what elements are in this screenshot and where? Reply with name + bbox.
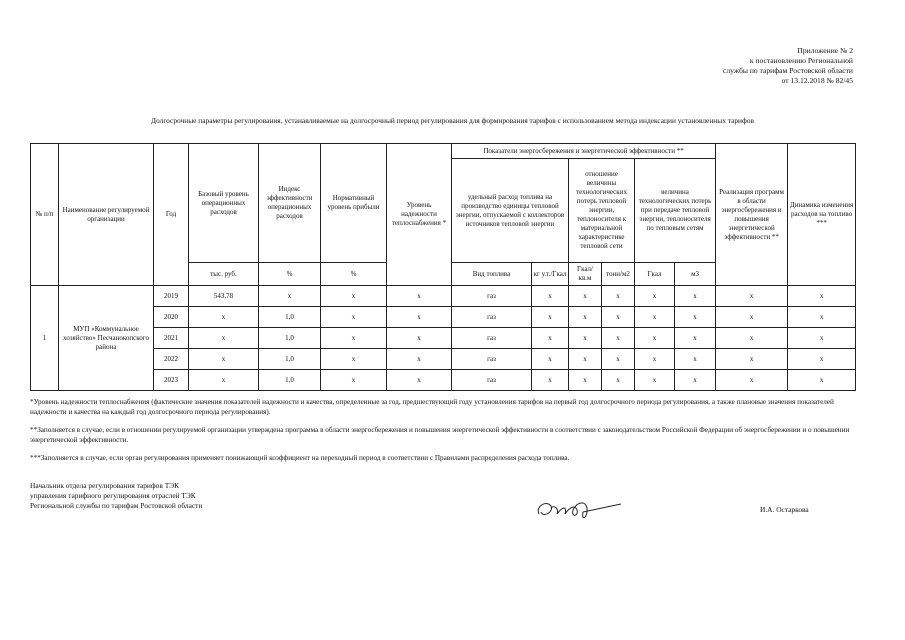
header-reliability: Уровень надежности теплоснабжения * xyxy=(387,144,452,286)
cell-u4: x xyxy=(675,349,716,370)
parameters-table xyxy=(30,143,856,391)
cell-u3: x xyxy=(635,349,675,370)
header-year: Год xyxy=(154,144,189,286)
document-title: Долгосрочные параметры регулирования, устанавливаемые на долгосрочный период регулирования для формирования тарифов с использованием метода индексации установленных тарифов xyxy=(151,116,754,125)
footnotes xyxy=(30,397,860,471)
table-row xyxy=(31,286,856,307)
handwritten-signature xyxy=(533,494,623,524)
cell-programs: x xyxy=(716,349,788,370)
cell-year: 2021 xyxy=(154,328,189,349)
cell-profit: x xyxy=(321,328,387,349)
cell-u3: x xyxy=(635,307,675,328)
header-programs: Реализация программ в области энергосбережения и повышения энергетической эффективности ** xyxy=(716,144,788,286)
signer-name: И.А. Остаркова xyxy=(760,505,809,514)
header-fuel-dynamics: Динамика изменения расходов на топливо *** xyxy=(788,144,856,286)
cell-programs: x xyxy=(716,328,788,349)
unit-fuel-type: Вид топлива xyxy=(452,263,532,286)
signer-line-3: Региональной службы по тарифам Ростовской области xyxy=(30,501,203,510)
cell-dynamics: x xyxy=(788,349,856,370)
cell-year: 2019 xyxy=(154,286,189,307)
cell-base: x xyxy=(189,307,259,328)
table-row xyxy=(31,307,856,328)
cell-rate: x xyxy=(532,349,569,370)
cell-u2: x xyxy=(602,307,635,328)
cell-year: 2022 xyxy=(154,349,189,370)
cell-reliability: x xyxy=(387,370,452,391)
cell-fuel: газ xyxy=(452,307,532,328)
cell-index: 1,0 xyxy=(259,307,321,328)
cell-base: 543,78 xyxy=(189,286,259,307)
unit-ton-m2: тонн/м2 xyxy=(602,263,635,286)
cell-u4: x xyxy=(675,286,716,307)
cell-u2: x xyxy=(602,286,635,307)
cell-year: 2023 xyxy=(154,370,189,391)
header-loss-ratio: отношение величины технологических потерь тепловой энергии, теплоносителя к материальной характеристике тепловой сети xyxy=(569,159,635,263)
cell-profit: x xyxy=(321,370,387,391)
cell-u4: x xyxy=(675,370,716,391)
unit-index: % xyxy=(259,263,321,286)
signer-line-2: управления тарифного регулирования отраслей ТЭК xyxy=(30,491,196,500)
unit-gcal-sqm: Гкал/ кв.м xyxy=(569,263,602,286)
cell-fuel: газ xyxy=(452,370,532,391)
header-org: Наименование регулируемой организации xyxy=(59,144,154,286)
cell-u4: x xyxy=(675,328,716,349)
header-base: Базовый уровень операционных расходов xyxy=(189,144,259,263)
cell-index: 1,0 xyxy=(259,370,321,391)
appendix-line-3: службы по тарифам Ростовской области xyxy=(722,66,853,75)
cell-u2: x xyxy=(602,328,635,349)
cell-programs: x xyxy=(716,370,788,391)
cell-profit: x xyxy=(321,286,387,307)
cell-base: x xyxy=(189,370,259,391)
cell-fuel: газ xyxy=(452,286,532,307)
cell-u2: x xyxy=(602,349,635,370)
header-index: Индекс эффективности операционных расходов xyxy=(259,144,321,263)
signer-block xyxy=(30,481,202,511)
cell-dynamics: x xyxy=(788,307,856,328)
appendix-block xyxy=(723,46,853,86)
header-specific-fuel: удельный расход топлива на производство единицы тепловой энергии, отпускаемой с коллекторов источников тепловой энергии xyxy=(452,159,569,263)
cell-year: 2020 xyxy=(154,307,189,328)
cell-index: 1,0 xyxy=(259,328,321,349)
org-name: МУП «Коммунальное хозяйство» Песчанокопского района xyxy=(59,286,154,391)
unit-profit: % xyxy=(321,263,387,286)
cell-dynamics: x xyxy=(788,328,856,349)
cell-base: x xyxy=(189,328,259,349)
cell-u1: x xyxy=(569,286,602,307)
unit-gcal: Гкал xyxy=(635,263,675,286)
header-loss-value: величина технологических потерь при передаче тепловой энергии, теплоносителя по тепловым сетям xyxy=(635,159,716,263)
cell-rate: x xyxy=(532,286,569,307)
cell-rate: x xyxy=(532,370,569,391)
footnote-2: **Заполняется в случае, если в отношении регулируемой организации утверждена программа в области энергосбережения и повышения энергетической эффективности в соответствии с законодательством Российской Федерации об энергосбережении и о повышении энергетической эффективности. xyxy=(30,426,850,444)
cell-u4: x xyxy=(675,307,716,328)
cell-u3: x xyxy=(635,328,675,349)
cell-base: x xyxy=(189,349,259,370)
cell-programs: x xyxy=(716,307,788,328)
cell-u1: x xyxy=(569,370,602,391)
appendix-line-1: Приложение № 2 xyxy=(797,46,853,55)
cell-reliability: x xyxy=(387,307,452,328)
appendix-line-2: к постановлению Региональной xyxy=(749,56,853,65)
cell-reliability: x xyxy=(387,328,452,349)
appendix-line-4: от 13.12.2018 № 82/45 xyxy=(781,76,853,85)
cell-fuel: газ xyxy=(452,328,532,349)
cell-index: x xyxy=(259,286,321,307)
cell-rate: x xyxy=(532,328,569,349)
cell-reliability: x xyxy=(387,349,452,370)
cell-index: 1,0 xyxy=(259,349,321,370)
cell-fuel: газ xyxy=(452,349,532,370)
cell-u3: x xyxy=(635,286,675,307)
header-profit: Нормативный уровень прибыли xyxy=(321,144,387,263)
cell-u2: x xyxy=(602,370,635,391)
cell-profit: x xyxy=(321,349,387,370)
footnote-3: ***Заполняется в случае, если орган регулирования применяет понижающий коэффициент на переходный период в соответствии с Правилами распределения расхода топлива. xyxy=(30,454,570,462)
table-row xyxy=(31,370,856,391)
unit-m3: м3 xyxy=(675,263,716,286)
org-num: 1 xyxy=(31,286,59,391)
signer-line-1: Начальник отдела регулирования тарифов ТЭК xyxy=(30,481,180,490)
unit-base: тыс. руб. xyxy=(189,263,259,286)
cell-programs: x xyxy=(716,286,788,307)
footnote-1: *Уровень надежности теплоснабжения (фактические значения показателей надежности и качества, определенные за год, предшествующий году установления тарифов на первый год долгосрочного периода регулирования, а также плановые значения показателей надежности и качества на каждый год долгосрочного периода регулирования). xyxy=(30,398,834,416)
cell-u3: x xyxy=(635,370,675,391)
table-row xyxy=(31,349,856,370)
unit-fuel-rate: кг у.т./Гкал xyxy=(532,263,569,286)
header-num: № п/п xyxy=(31,144,59,286)
table-row xyxy=(31,328,856,349)
cell-reliability: x xyxy=(387,286,452,307)
cell-u1: x xyxy=(569,307,602,328)
cell-dynamics: x xyxy=(788,370,856,391)
cell-rate: x xyxy=(532,307,569,328)
cell-u1: x xyxy=(569,328,602,349)
cell-u1: x xyxy=(569,349,602,370)
cell-profit: x xyxy=(321,307,387,328)
cell-dynamics: x xyxy=(788,286,856,307)
header-energy-group: Показатели энергосбережения и энергетической эффективности ** xyxy=(452,144,716,159)
